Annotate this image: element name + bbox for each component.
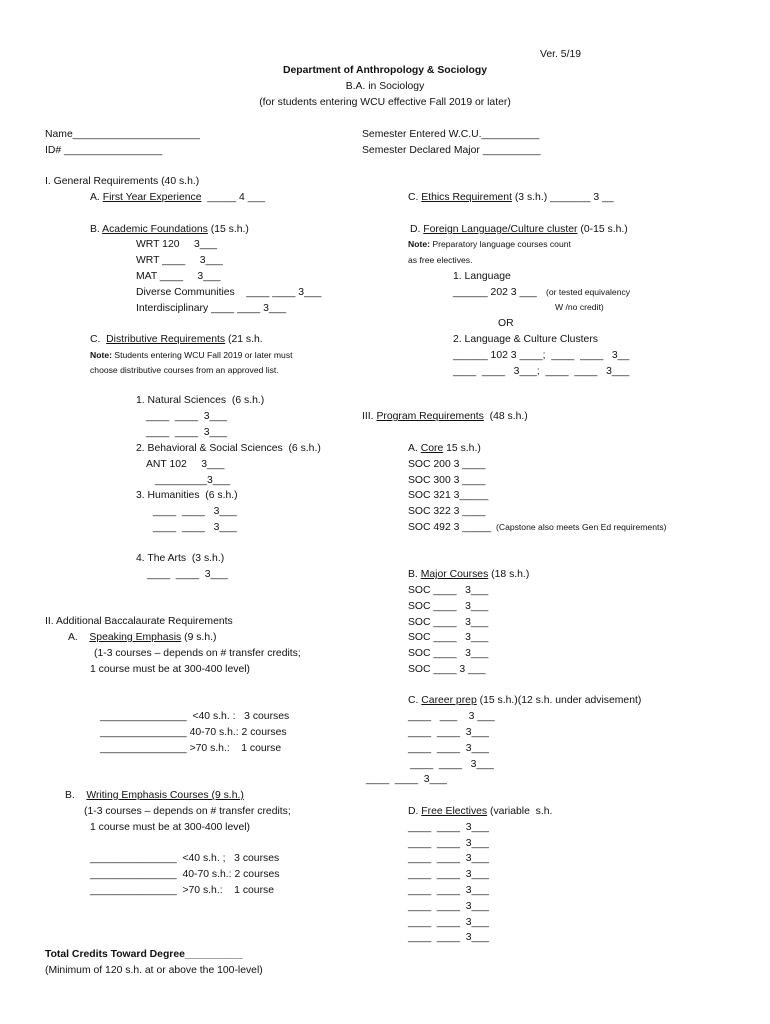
major-prefix: B. <box>408 569 421 580</box>
af-line: Interdisciplinary ____ ____ 3___ <box>136 303 287 314</box>
language-line <box>453 287 537 299</box>
semester-declared-field: Semester Declared Major __________ <box>362 145 541 156</box>
fl-tail: (0-15 s.h.) <box>577 224 628 235</box>
humanities-line: ____ ____ 3___ <box>153 506 237 517</box>
free-elective-line: ____ ____ 3___ <box>408 822 489 833</box>
free-elective-line: ____ ____ 3___ <box>408 917 489 928</box>
general-requirements-heading: I. General Requirements (40 s.h.) <box>45 176 200 187</box>
af-line: MAT ____ 3___ <box>136 271 221 282</box>
major-line: SOC ____ 3___ <box>408 648 489 659</box>
af-line: WRT ____ 3___ <box>136 255 223 266</box>
behavioral-line: ANT 102 3___ <box>146 459 225 470</box>
language-paren: (or tested equivalency <box>546 287 631 297</box>
career-label: Career prep <box>421 695 477 706</box>
speaking-row: _______________ >70 s.h.: 1 course <box>100 743 282 754</box>
natural-sciences-heading: 1. Natural Sciences (6 s.h.) <box>136 395 265 406</box>
first-year-experience-line <box>90 192 265 204</box>
free-tail: (variable s.h. <box>487 806 553 817</box>
core-prefix: A. <box>408 443 421 454</box>
career-line: ____ ____ 3___ <box>408 727 489 738</box>
ethics-line <box>408 192 614 204</box>
semester-entered-field: Semester Entered W.C.U.__________ <box>362 129 540 140</box>
af-tail: (15 s.h.) <box>207 224 249 235</box>
academic-foundations-heading <box>90 224 249 236</box>
id-field: ID# _________________ <box>45 145 163 156</box>
behavioral-heading: 2. Behavioral & Social Sciences (6 s.h.) <box>136 443 321 454</box>
speaking-row: _______________ <40 s.h. : 3 courses <box>100 711 290 722</box>
fl-note-text: Preparatory language courses count <box>432 239 571 249</box>
distributive-heading <box>90 334 263 346</box>
humanities-heading: 3. Humanities (6 s.h.) <box>136 490 238 501</box>
career-line: ____ ____ 3___ <box>410 759 494 770</box>
distributive-note <box>90 351 293 361</box>
core-heading <box>408 443 481 455</box>
fye-tail: _____ 4 ___ <box>201 192 266 203</box>
free-elective-line: ____ ____ 3___ <box>408 901 489 912</box>
language-heading: 1. Language <box>453 271 511 282</box>
fl-prefix: D. <box>410 224 424 235</box>
major-line: SOC ____ 3___ <box>408 632 489 643</box>
af-label: Academic Foundations <box>102 224 208 235</box>
core-line: SOC 300 3 ____ <box>408 475 486 486</box>
total-credits: Total Credits Toward Degree__________ <box>45 949 243 960</box>
af-prefix: B. <box>90 224 103 235</box>
career-line-extra: ____ ____ 3___ <box>366 774 447 785</box>
major-line: SOC ____ 3___ <box>408 617 489 628</box>
fl-label: Foreign Language/Culture cluster <box>423 224 578 235</box>
minimum-note: (Minimum of 120 s.h. at or above the 100-level) <box>45 965 263 976</box>
ethics-label: Ethics Requirement <box>421 192 512 203</box>
program-requirements-heading <box>362 411 528 423</box>
writing-row: _______________ >70 s.h.: 1 course <box>90 885 275 896</box>
distributive-note-2: choose distributive courses from an approved list. <box>90 365 279 375</box>
free-electives-heading <box>408 806 552 818</box>
speaking-note-2: 1 course must be at 300-400 level) <box>90 664 250 675</box>
ethics-prefix: C. <box>408 192 422 203</box>
fl-note <box>408 240 571 250</box>
writing-note-2: 1 course must be at 300-400 level) <box>90 822 250 833</box>
major-label: Major Courses <box>420 569 489 580</box>
free-label: Free Electives <box>421 806 488 817</box>
core-line: SOC 321 3_____ <box>408 490 489 501</box>
speaking-row: _______________ 40-70 s.h.: 2 courses <box>100 727 287 738</box>
fye-label: First Year Experience <box>102 192 202 203</box>
career-prep-heading <box>408 695 641 707</box>
ethics-tail: (3 s.h.) _______ 3 __ <box>511 192 614 203</box>
speaking-heading <box>68 632 216 644</box>
degree-title: B.A. in Sociology <box>345 81 425 92</box>
core-line: SOC 492 3 _____ <box>408 522 492 533</box>
additional-heading: II. Additional Baccalaurate Requirements <box>45 616 233 627</box>
dist-label: Distributive Requirements <box>106 334 226 345</box>
effective-note: (for students entering WCU effective Fall 2019 or later) <box>259 97 511 108</box>
speaking-note: (1-3 courses – depends on # transfer credits; <box>94 648 301 659</box>
language-blank: ______ 202 3 ___ <box>453 287 537 298</box>
dist-note-bold: Note: <box>90 350 115 360</box>
writing-heading <box>65 790 244 802</box>
cluster-line: ____ ____ 3___; ____ ____ 3___ <box>453 366 630 377</box>
arts-heading: 4. The Arts (3 s.h.) <box>136 553 225 564</box>
capstone-note: (Capstone also meets Gen Ed requirements) <box>496 522 667 532</box>
speaking-prefix: A. <box>68 632 90 643</box>
humanities-line: ____ ____ 3___ <box>153 522 237 533</box>
free-elective-line: ____ ____ 3___ <box>408 838 489 849</box>
or-label: OR <box>498 318 514 329</box>
speaking-label: Speaking Emphasis <box>89 632 182 643</box>
program-prefix: III. <box>362 411 377 422</box>
behavioral-line: _________3___ <box>155 475 231 486</box>
speaking-tail: (9 s.h.) <box>181 632 217 643</box>
career-tail: (15 s.h.)(12 s.h. under advisement) <box>476 695 642 706</box>
major-courses-heading <box>408 569 529 581</box>
career-line: ____ ___ 3 ___ <box>408 711 495 722</box>
free-elective-line: ____ ____ 3___ <box>408 885 489 896</box>
major-line: SOC ____ 3___ <box>408 601 489 612</box>
natsci-line: ____ ____ 3___ <box>146 411 227 422</box>
writing-prefix: B. <box>65 790 87 801</box>
core-label: Core <box>420 443 444 454</box>
natsci-line: ____ ____ 3___ <box>146 427 227 438</box>
writing-label: Writing Emphasis Courses (9 s.h.) <box>86 790 244 801</box>
department-title: Department of Anthropology & Sociology <box>283 65 487 76</box>
dist-tail: (21 s.h. <box>225 334 263 345</box>
program-label: Program Requirements <box>376 411 484 422</box>
free-prefix: D. <box>408 806 422 817</box>
af-line: WRT 120 3___ <box>136 239 218 250</box>
free-elective-line: ____ ____ 3___ <box>408 853 489 864</box>
writing-note: (1-3 courses – depends on # transfer credits; <box>84 806 291 817</box>
dist-prefix: C. <box>90 334 107 345</box>
fl-note-2: as free electives. <box>408 255 473 265</box>
career-prefix: C. <box>408 695 422 706</box>
fye-prefix: A. <box>90 192 103 203</box>
core-line: SOC 200 3 ____ <box>408 459 486 470</box>
af-line: Diverse Communities ____ ____ 3___ <box>136 287 322 298</box>
core-tail: 15 s.h.) <box>443 443 481 454</box>
dist-note-text: Students entering WCU Fall 2019 or later must <box>114 350 293 360</box>
name-field: Name______________________ <box>45 129 200 140</box>
major-line: SOC ____ 3___ <box>408 585 489 596</box>
clusters-heading: 2. Language & Culture Clusters <box>453 334 598 345</box>
foreign-language-heading <box>410 224 628 236</box>
version-label: Ver. 5/19 <box>540 49 582 60</box>
major-line: SOC ____ 3 ___ <box>408 664 486 675</box>
cluster-line: ______ 102 3 ____; ____ ____ 3__ <box>453 350 630 361</box>
major-tail: (18 s.h.) <box>488 569 530 580</box>
career-line: ____ ____ 3___ <box>408 743 489 754</box>
free-elective-line: ____ ____ 3___ <box>408 932 489 943</box>
writing-row: _______________ 40-70 s.h.: 2 courses <box>90 869 280 880</box>
fl-note-bold: Note: <box>408 239 433 249</box>
arts-line: ____ ____ 3___ <box>147 569 228 580</box>
language-paren-2: W /no credit) <box>555 302 604 312</box>
free-elective-line: ____ ____ 3___ <box>408 869 489 880</box>
writing-row: _______________ <40 s.h. ; 3 courses <box>90 853 280 864</box>
program-tail: (48 s.h.) <box>483 411 528 422</box>
core-line: SOC 322 3 ____ <box>408 506 486 517</box>
